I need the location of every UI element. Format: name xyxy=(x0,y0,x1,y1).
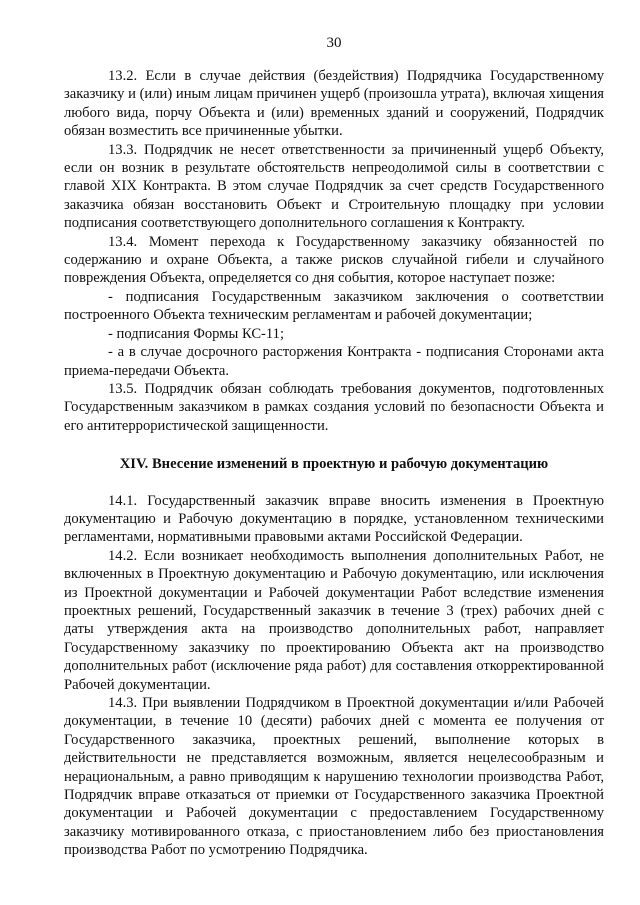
paragraph-14-1: 14.1. Государственный заказчик вправе вносить изменения в Проектную документацию и Рабочую документацию в порядке, установленном техническими регламентами, нормативными правовыми актами Российской Федерации. xyxy=(64,492,604,546)
paragraph-14-2: 14.2. Если возникает необходимость выполнения дополнительных Работ, не включенных в Проектную документацию и Рабочую документацию, или исключения из Проектной документации и Рабочей документации Работ вследствие изменения проектных решений, Государственный заказчик в течение 3 (трех) рабочих дней с даты утверждения акта на производство дополнительных работ, направляет Государственному заказчику по проектированию Объекта акт на производство дополнительных работ (исключение ряда работ) для составления откорректированной Рабочей документации. xyxy=(64,547,604,693)
page-body xyxy=(64,67,604,860)
section-heading: XIV. Внесение изменений в проектную и рабочую документацию xyxy=(119,456,549,473)
page-number: 30 xyxy=(326,35,342,51)
paragraph-13-3: 13.3. Подрядчик не несет ответственности за причиненный ущерб Объекту, если он возник в результате обстоятельств непреодолимой силы в соответствии с главой XIX Контракта. В этом случае Подрядчик за счет средств Государственного заказчика обязан восстановить Объект и Строительную площадку при условии подписания соответствующего дополнительного соглашения к Контракту. xyxy=(64,141,604,232)
paragraph-13-5: 13.5. Подрядчик обязан соблюдать требования документов, подготовленных Государственным заказчиком в рамках создания условий по безопасности Объекта и его антитеррористической защищенности. xyxy=(64,380,604,434)
list-item: - а в случае досрочного расторжения Контракта - подписания Сторонами акта приема-передачи Объекта. xyxy=(64,344,604,379)
paragraph-13-2: 13.2. Если в случае действия (бездействия) Подрядчика Государственному заказчику и (или) иным лицам причинен ущерб (произошла утрата), включая хищения любого вида, порчу Объекта и (или) временных зданий и сооружений, Подрядчик обязан возместить все причиненные убытки. xyxy=(64,68,604,140)
list-item: - подписания Формы КС-11; xyxy=(108,325,285,342)
paragraph-13-4: 13.4. Момент перехода к Государственному заказчику обязанностей по содержанию и охране Объекта, а также рисков случайной гибели и случайного повреждения Объекта, определяется со дня события, которое наступает позже: xyxy=(64,233,604,287)
paragraph-14-3: 14.3. При выявлении Подрядчиком в Проектной документации и/или Рабочей документации, в течение 10 (десяти) рабочих дней с момента ее получения от Государственного заказчика, проектных решений, выполнение которых в действительности не представляется возможным, является нецелесообразным и нерациональным, а равно приводящим к нарушению технологии производства Работ, Подрядчик вправе отказаться от приемки от Государственного заказчика Проектной документации и Рабочей документации с предоставлением Государственному заказчику мотивированного отказа, с приостановлением либо без приостановления производства Работ по усмотрению Подрядчика. xyxy=(64,695,604,859)
list-item: - подписания Государственным заказчиком заключения о соответствии построенного Объекта техническим регламентам и рабочей документации; xyxy=(64,288,604,324)
